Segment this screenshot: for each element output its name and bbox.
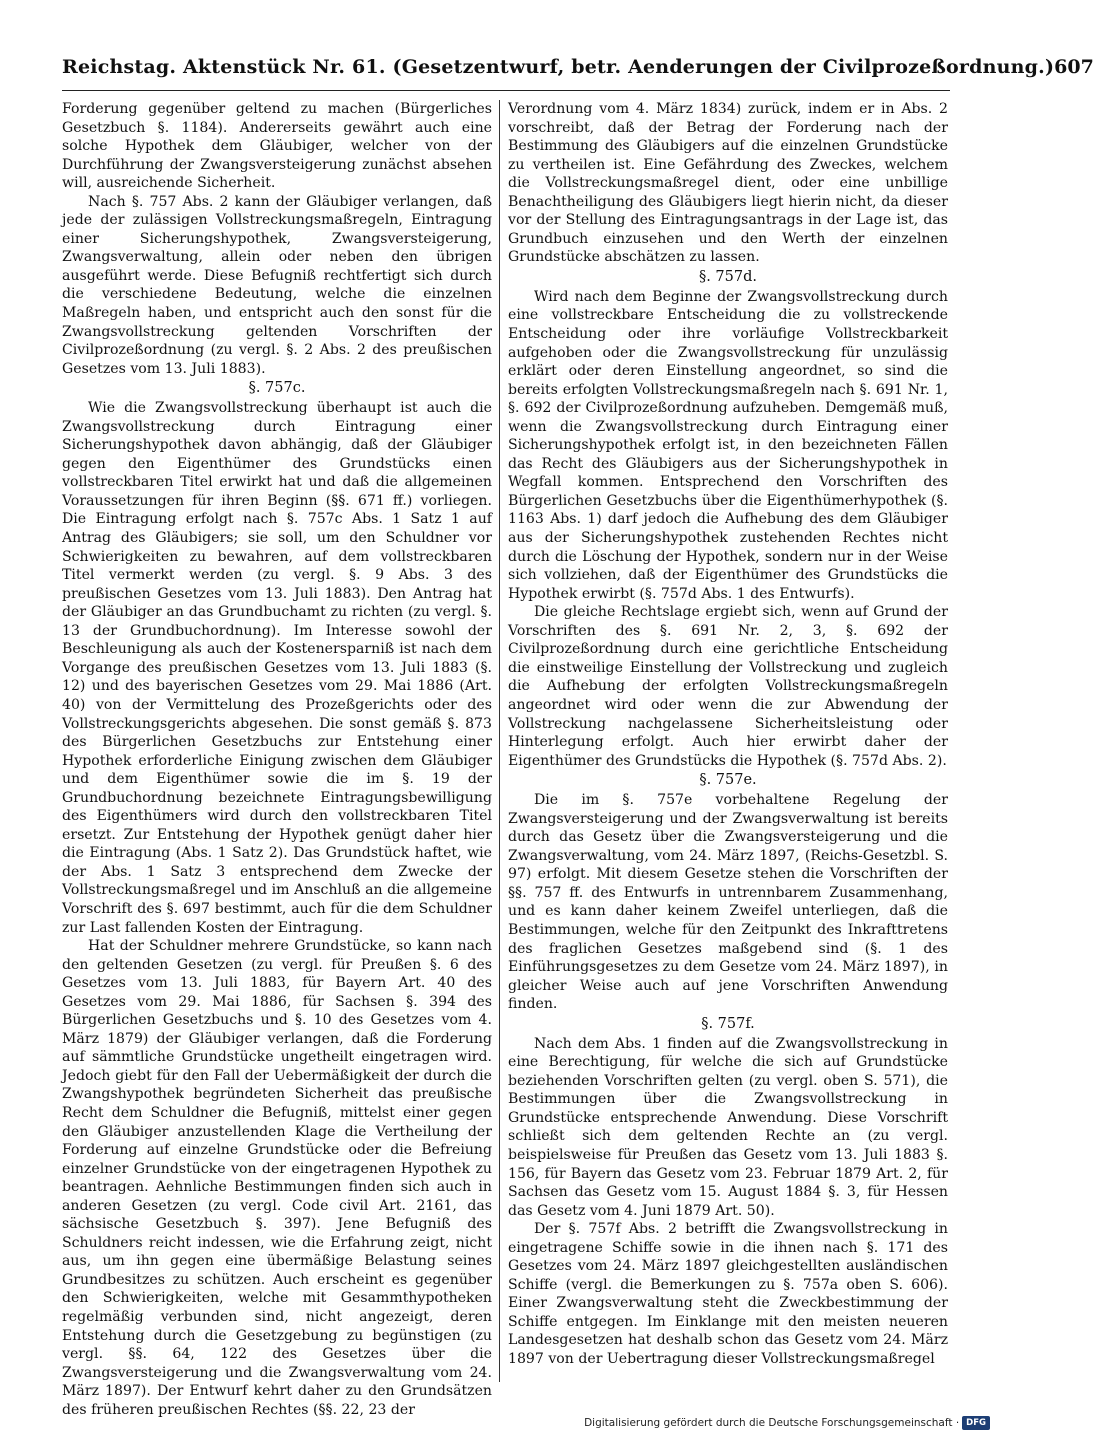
paragraph: Hat der Schuldner mehrere Grundstücke, so kann nach den geltenden Gesetzen (zu vergl. für Preußen §. 6 des Gesetzes vom 13. Juli 1883, für Bayern Art. 40 des Gesetzes vom 29. Mai 1886, für Sachsen §. 394 des Bürgerlichen Gesetzbuchs und §. 10 des Gesetzes vom 4. März 1879) der Gläubiger verlangen, daß die Forderung auf sämmtliche Grundstücke ungetheilt eingetragen wird. Jedoch giebt für den Fall der Uebermäßigkeit der durch die Zwangshypothek begründeten Sicherheit das preußische Recht dem Schuldner die Befugniß, mittelst einer gegen den Gläubiger anzustellenden Klage die Vertheilung der Forderung auf einzelne Grundstücke oder die Befreiung einzelner Grundstücke von der eingetragenen Hypothek zu beantragen. Aehnliche Bestimmungen finden sich auch in anderen Gesetzen (zu vergl. Code civil Art. 2161, das sächsische Gesetzbuch §. 397). Jene Befugniß des Schuldners reicht indessen, wie die Erfahrung zeigt, nicht aus, um ihn gegen eine übermäßige Belastung seines Grundbesitzes zu schützen. Auch erscheint es gegenüber den Schwierigkeiten, welche mit Gesammthypotheken regelmäßig verbunden sind, nicht angezeigt, deren Entstehung durch die Gesetzgebung zu begünstigen (zu vergl. §§. 64, 122 des Gesetzes über die Zwangsversteigerung und die Zwangsverwaltung vom 24. März 1897). Der Entwurf kehrt daher zu den Grundsätzen des früheren preußischen Rechtes (§§. 22, 23 der bbox=[62, 938, 492, 1418]
column-divider bbox=[499, 100, 500, 1382]
paragraph: Verordnung vom 4. März 1834) zurück, indem er in Abs. 2 vorschreibt, daß der Betrag der Forderung nach der Bestimmung des Gläubigers auf die einzelnen Grundstücke zu vertheilen ist. Eine Gefährdung des Zweckes, welchem die Vollstreckungsmaßregel dient, oder eine unbillige Benachtheiligung des Gläubigers liegt hierin nicht, da dieser vor der Stellung des Eintragungsantrags in der Lage ist, das Grundbuch einzusehen und den Werth der einzelnen Grundstücke abschätzen zu lassen. bbox=[508, 101, 948, 266]
section-heading: §. 757e. bbox=[699, 772, 757, 789]
section-heading: §. 757c. bbox=[248, 380, 306, 397]
paragraph: Der §. 757f Abs. 2 betrifft die Zwangsvollstreckung in eingetragene Schiffe sowie in die ihnen nach §. 171 des Gesetzes vom 24. März 1897 gleichgestellten ausländischen Schiffe (vergl. die Bemerkungen zu §. 757a oben S. 606). Einer Zwangsverwaltung steht die Zweckbestimmung der Schiffe entgegen. Im Einklange mit den meisten neueren Landesgesetzen hat deshalb schon das Gesetz vom 24. März 1897 von der Uebertragung dieser Vollstreckungsmaßregel bbox=[508, 1221, 948, 1367]
header-title: Reichstag. Aktenstück Nr. 61. (Gesetzentwurf, betr. Aenderungen der Civilprozeßordnung.) bbox=[62, 56, 1055, 78]
digitization-footer bbox=[584, 1416, 990, 1430]
left-column bbox=[62, 100, 492, 1418]
dfg-logo: DFG bbox=[962, 1416, 990, 1430]
paragraph: Nach dem Abs. 1 finden auf die Zwangsvollstreckung in eine Berechtigung, für welche die sich auf Grundstücke beziehenden Vorschriften gelten (zu vergl. oben S. 571), die Bestimmungen über die Zwangsvollstreckung in Grundstücke entsprechende Anwendung. Diese Vorschrift schließt sich dem geltenden Rechte an (zu vergl. beispielsweise für Preußen das Gesetz vom 13. Juli 1883 §. 156, für Bayern das Gesetz vom 23. Februar 1879 Art. 2, für Sachsen das Gesetz vom 15. August 1884 §. 3, für Hessen das Gesetz vom 4. Juni 1879 Art. 50). bbox=[508, 1035, 948, 1219]
paragraph: Die im §. 757e vorbehaltene Regelung der Zwangsversteigerung und der Zwangsverwaltung ist bereits durch das Gesetz über die Zwangsversteigerung und die Zwangsverwaltung, vom 24. März 1897, (Reichs-Gesetzbl. S. 97) erfolgt. Mit diesem Gesetze stehen die Vorschriften der §§. 757 ff. des Entwurfs in untrennbarem Zusammenhang, und es kann daher keinem Zweifel unterliegen, daß die Bestimmungen, welche für den Zeitpunkt des Inkrafttretens des fraglichen Gesetzes maßgebend sind (§. 1 des Einführungsgesetzes zu dem Gesetze vom 24. März 1897), in gleicher Weise auch auf jene Vorschriften Anwendung finden. bbox=[508, 792, 948, 1013]
running-header bbox=[62, 56, 1094, 91]
paragraph: Wie die Zwangsvollstreckung überhaupt ist auch die Zwangsvollstreckung durch Eintragung einer Sicherungshypothek davon abhängig, daß der Gläubiger gegen den Eigenthümer des Grundstücks einen vollstreckbaren Titel erwirkt hat und daß die allgemeinen Voraussetzungen für ihren Beginn (§§. 671 ff.) vorliegen. Die Eintragung erfolgt nach §. 757c Abs. 1 Satz 1 auf Antrag des Gläubigers; sie soll, um den Schuldner vor Schwierigkeiten zu bewahren, auf dem vollstreckbaren Titel vermerkt werden (zu vergl. §. 9 Abs. 3 des preußischen Gesetzes vom 13. Juli 1883). Den Antrag hat der Gläubiger an das Grundbuchamt zu richten (zu vergl. §. 13 der Grundbuchordnung). Im Interesse sowohl der Beschleunigung als auch der Kostenersparniß ist nach dem Vorgange des preußischen Gesetzes vom 13. Juli 1883 (§. 12) und des bayerischen Gesetzes vom 29. Mai 1886 (Art. 40) von der Vermittelung des Prozeßgerichts oder des Vollstreckungsgerichts abgesehen. Die sonst gemäß §. 873 des Bürgerlichen Gesetzbuchs zur Entstehung einer Hypothek erforderliche Einigung zwischen dem Gläubiger und dem Eigenthümer sowie die im §. 19 der Grundbuchordnung bezeichnete Eintragungsbewilligung des Eigenthümers wird durch den vollstreckbaren Titel ersetzt. Zur Entstehung der Hypothek genügt daher hier die Eintragung (Abs. 1 Satz 2). Das Grundstück haftet, wie der Abs. 1 Satz 3 entsprechend dem Zwecke der Vollstreckungsmaßregel und im Anschluß an die allgemeine Vorschrift des §. 697 bestimmt, auch für die dem Schuldner zur Last fallenden Kosten der Eintragung. bbox=[62, 400, 492, 936]
page-number: 607 bbox=[1054, 56, 1094, 78]
paragraph: Wird nach dem Beginne der Zwangsvollstreckung durch eine vollstreckbare Entscheidung die zu vollstreckende Entscheidung oder ihre vorläufige Vollstreckbarkeit aufgehoben oder die Zwangsvollstreckung für unzulässig erklärt oder deren Einstellung angeordnet, so sind die bereits erfolgten Vollstreckungsmaßregeln nach §. 691 Nr. 1, §. 692 der Civilprozeßordnung aufzuheben. Demgemäß muß, wenn die Zwangsvollstreckung durch Eintragung einer Sicherungshypothek erfolgt ist, in den bezeichneten Fällen das Recht des Gläubigers aus der Sicherungshypothek in Wegfall kommen. Entsprechend den Vorschriften des Bürgerlichen Gesetzbuchs über die Eigenthümerhypothek (§. 1163 Abs. 1) darf jedoch die Aufhebung des dem Gläubiger aus der Sicherungshypothek zustehenden Rechtes nicht durch die Löschung der Hypothek, sondern nur in der Weise sich vollziehen, daß der Eigenthümer des Grundstücks die Hypothek erwirbt (§. 757d Abs. 1 des Entwurfs). bbox=[508, 288, 948, 602]
section-heading: §. 757d. bbox=[698, 268, 758, 285]
paragraph: Forderung gegenüber geltend zu machen (Bürgerliches Gesetzbuch §. 1184). Andererseits gewährt auch eine solche Hypothek dem Gläubiger, welcher von der Durchführung der Zwangsversteigerung zunächst absehen will, ausreichende Sicherheit. bbox=[62, 101, 492, 192]
paragraph: Nach §. 757 Abs. 2 kann der Gläubiger verlangen, daß jede der zulässigen Vollstreckungsmaßregeln, Eintragung einer Sicherungshypothek, Zwangsversteigerung, Zwangsverwaltung, allein oder neben den übrigen ausgeführt werde. Diese Befugniß rechtfertigt sich durch die verschiedene Bedeutung, welche die einzelnen Maßregeln haben, und entspricht auch den sonst für die Zwangsvollstreckung geltenden Vorschriften der Civilprozeßordnung (zu vergl. §. 2 Abs. 2 des preußischen Gesetzes vom 13. Juli 1883). bbox=[62, 193, 492, 377]
right-column bbox=[508, 100, 948, 1385]
footer-text: Digitalisierung gefördert durch die Deutsche Forschungsgemeinschaft · bbox=[584, 1417, 960, 1429]
paragraph: Die gleiche Rechtslage ergiebt sich, wenn auf Grund der Vorschriften des §. 691 Nr. 2, 3, §. 692 der Civilprozeßordnung durch eine gerichtliche Entscheidung die einstweilige Einstellung der Vollstreckung und zugleich die Aufhebung der erfolgten Vollstreckungsmaßregeln angeordnet wird oder wenn die zur Abwendung der Vollstreckung nachgelassene Sicherheitsleistung oder Hinterlegung erfolgt. Auch hier erwirbt daher der Eigenthümer des Grundstücks die Hypothek (§. 757d Abs. 2). bbox=[508, 604, 948, 769]
section-heading: §. 757f. bbox=[701, 1015, 755, 1032]
